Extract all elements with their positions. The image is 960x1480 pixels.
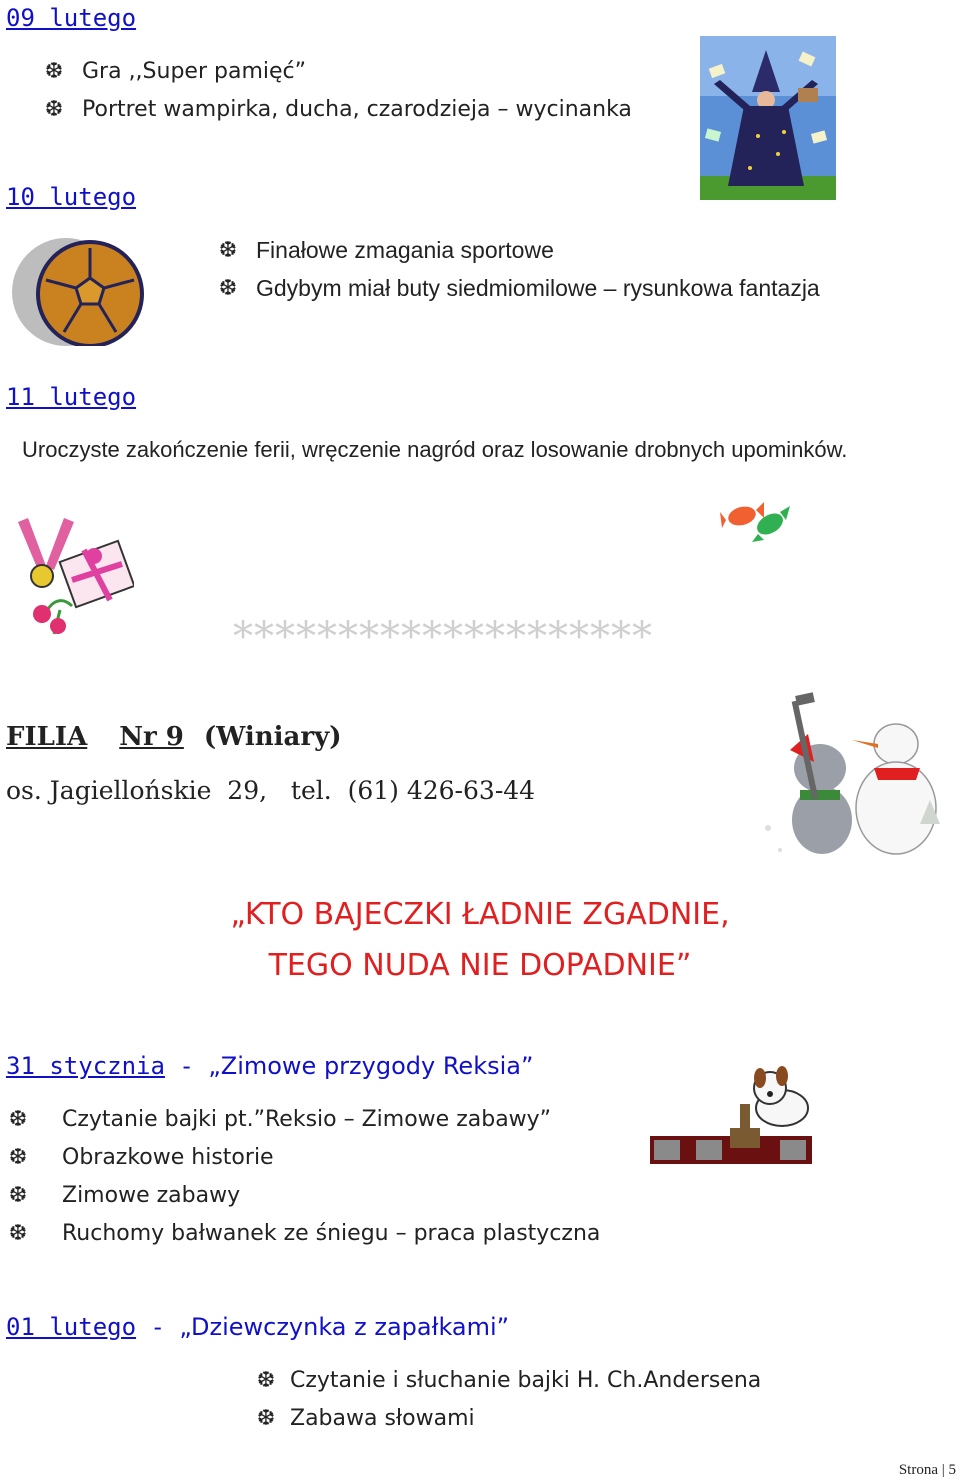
list-item: ❆ Zimowe zabawy [6, 1176, 600, 1214]
list-item: ❆ Portret wampirka, ducha, czarodzieja – wycinanka [42, 90, 632, 128]
event-separator: - [136, 1313, 180, 1341]
branch-number: Nr 9 [119, 722, 184, 752]
event-title: „Zimowe przygody Reksia” [208, 1052, 534, 1080]
list-item: ❆ Finałowe zmagania sportowe [216, 231, 820, 269]
list-10-lutego [216, 231, 820, 307]
candy-illustration [720, 494, 792, 546]
list-09-lutego [42, 52, 632, 128]
snowflake-icon: ❆ [44, 96, 64, 122]
list-item: ❆ Czytanie bajki pt.”Reksio – Zimowe zabawy” [6, 1100, 600, 1138]
event-heading-31-stycznia [6, 1052, 533, 1080]
branch-filia: FILIA [6, 722, 88, 752]
snowflake-icon: ❆ [8, 1106, 28, 1132]
motto-line-1: „KTO BAJECZKI ŁADNIE ZGADNIE, [230, 897, 730, 932]
snowflake-icon: ❆ [8, 1144, 28, 1170]
branch-heading [6, 722, 342, 752]
football-illustration [12, 238, 146, 346]
event-heading-01-lutego [6, 1313, 509, 1341]
date-heading-11-lutego: 11 lutego [6, 383, 137, 411]
list-item: ❆ Zabawa słowami [254, 1399, 761, 1437]
list-item: ❆ Ruchomy bałwanek ze śniegu – praca plastyczna [6, 1214, 600, 1252]
list-item: ❆ Czytanie i słuchanie bajki H. Ch.Andersena [254, 1361, 761, 1399]
branch-address: os. Jagiellońskie 29, tel. (61) 426-63-44 [6, 776, 536, 805]
event-date: 01 lutego [6, 1313, 137, 1341]
snowflake-icon: ❆ [8, 1220, 28, 1246]
medal-gift-illustration [14, 514, 134, 638]
closing-ceremony-text: Uroczyste zakończenie ferii, wręczenie nagród oraz losowanie drobnych upominków. [22, 437, 848, 462]
snowflake-icon: ❆ [8, 1182, 28, 1208]
event-title: „Dziewczynka z zapałkami” [179, 1313, 510, 1341]
date-heading-09-lutego: 09 lutego [6, 4, 137, 32]
list-item: ❆ Obrazkowe historie [6, 1138, 600, 1176]
wizard-illustration [700, 36, 836, 200]
motto-line-2: TEGO NUDA NIE DOPADNIE” [268, 948, 692, 983]
teddy-snowman-illustration [760, 690, 944, 870]
list-item: ❆ Gdybym miał buty siedmiomilowe – rysunkowa fantazja [216, 269, 820, 307]
list-item: ❆ Gra ,,Super pamięć” [42, 52, 632, 90]
snowflake-icon: ❆ [218, 237, 238, 262]
event-separator: - [164, 1052, 209, 1080]
reksio-illustration [650, 1064, 812, 1168]
stars-separator: ******************** [233, 614, 653, 660]
event-date: 31 stycznia [6, 1052, 165, 1080]
snowflake-icon: ❆ [256, 1405, 276, 1431]
branch-name: (Winiary) [203, 722, 342, 752]
date-heading-10-lutego: 10 lutego [6, 183, 137, 211]
snowflake-icon: ❆ [218, 275, 238, 300]
list-01-lutego [254, 1361, 761, 1437]
list-31-stycznia [6, 1100, 600, 1252]
page-number: Strona | 5 [898, 1462, 956, 1478]
snowflake-icon: ❆ [44, 58, 64, 84]
snowflake-icon: ❆ [256, 1367, 276, 1393]
